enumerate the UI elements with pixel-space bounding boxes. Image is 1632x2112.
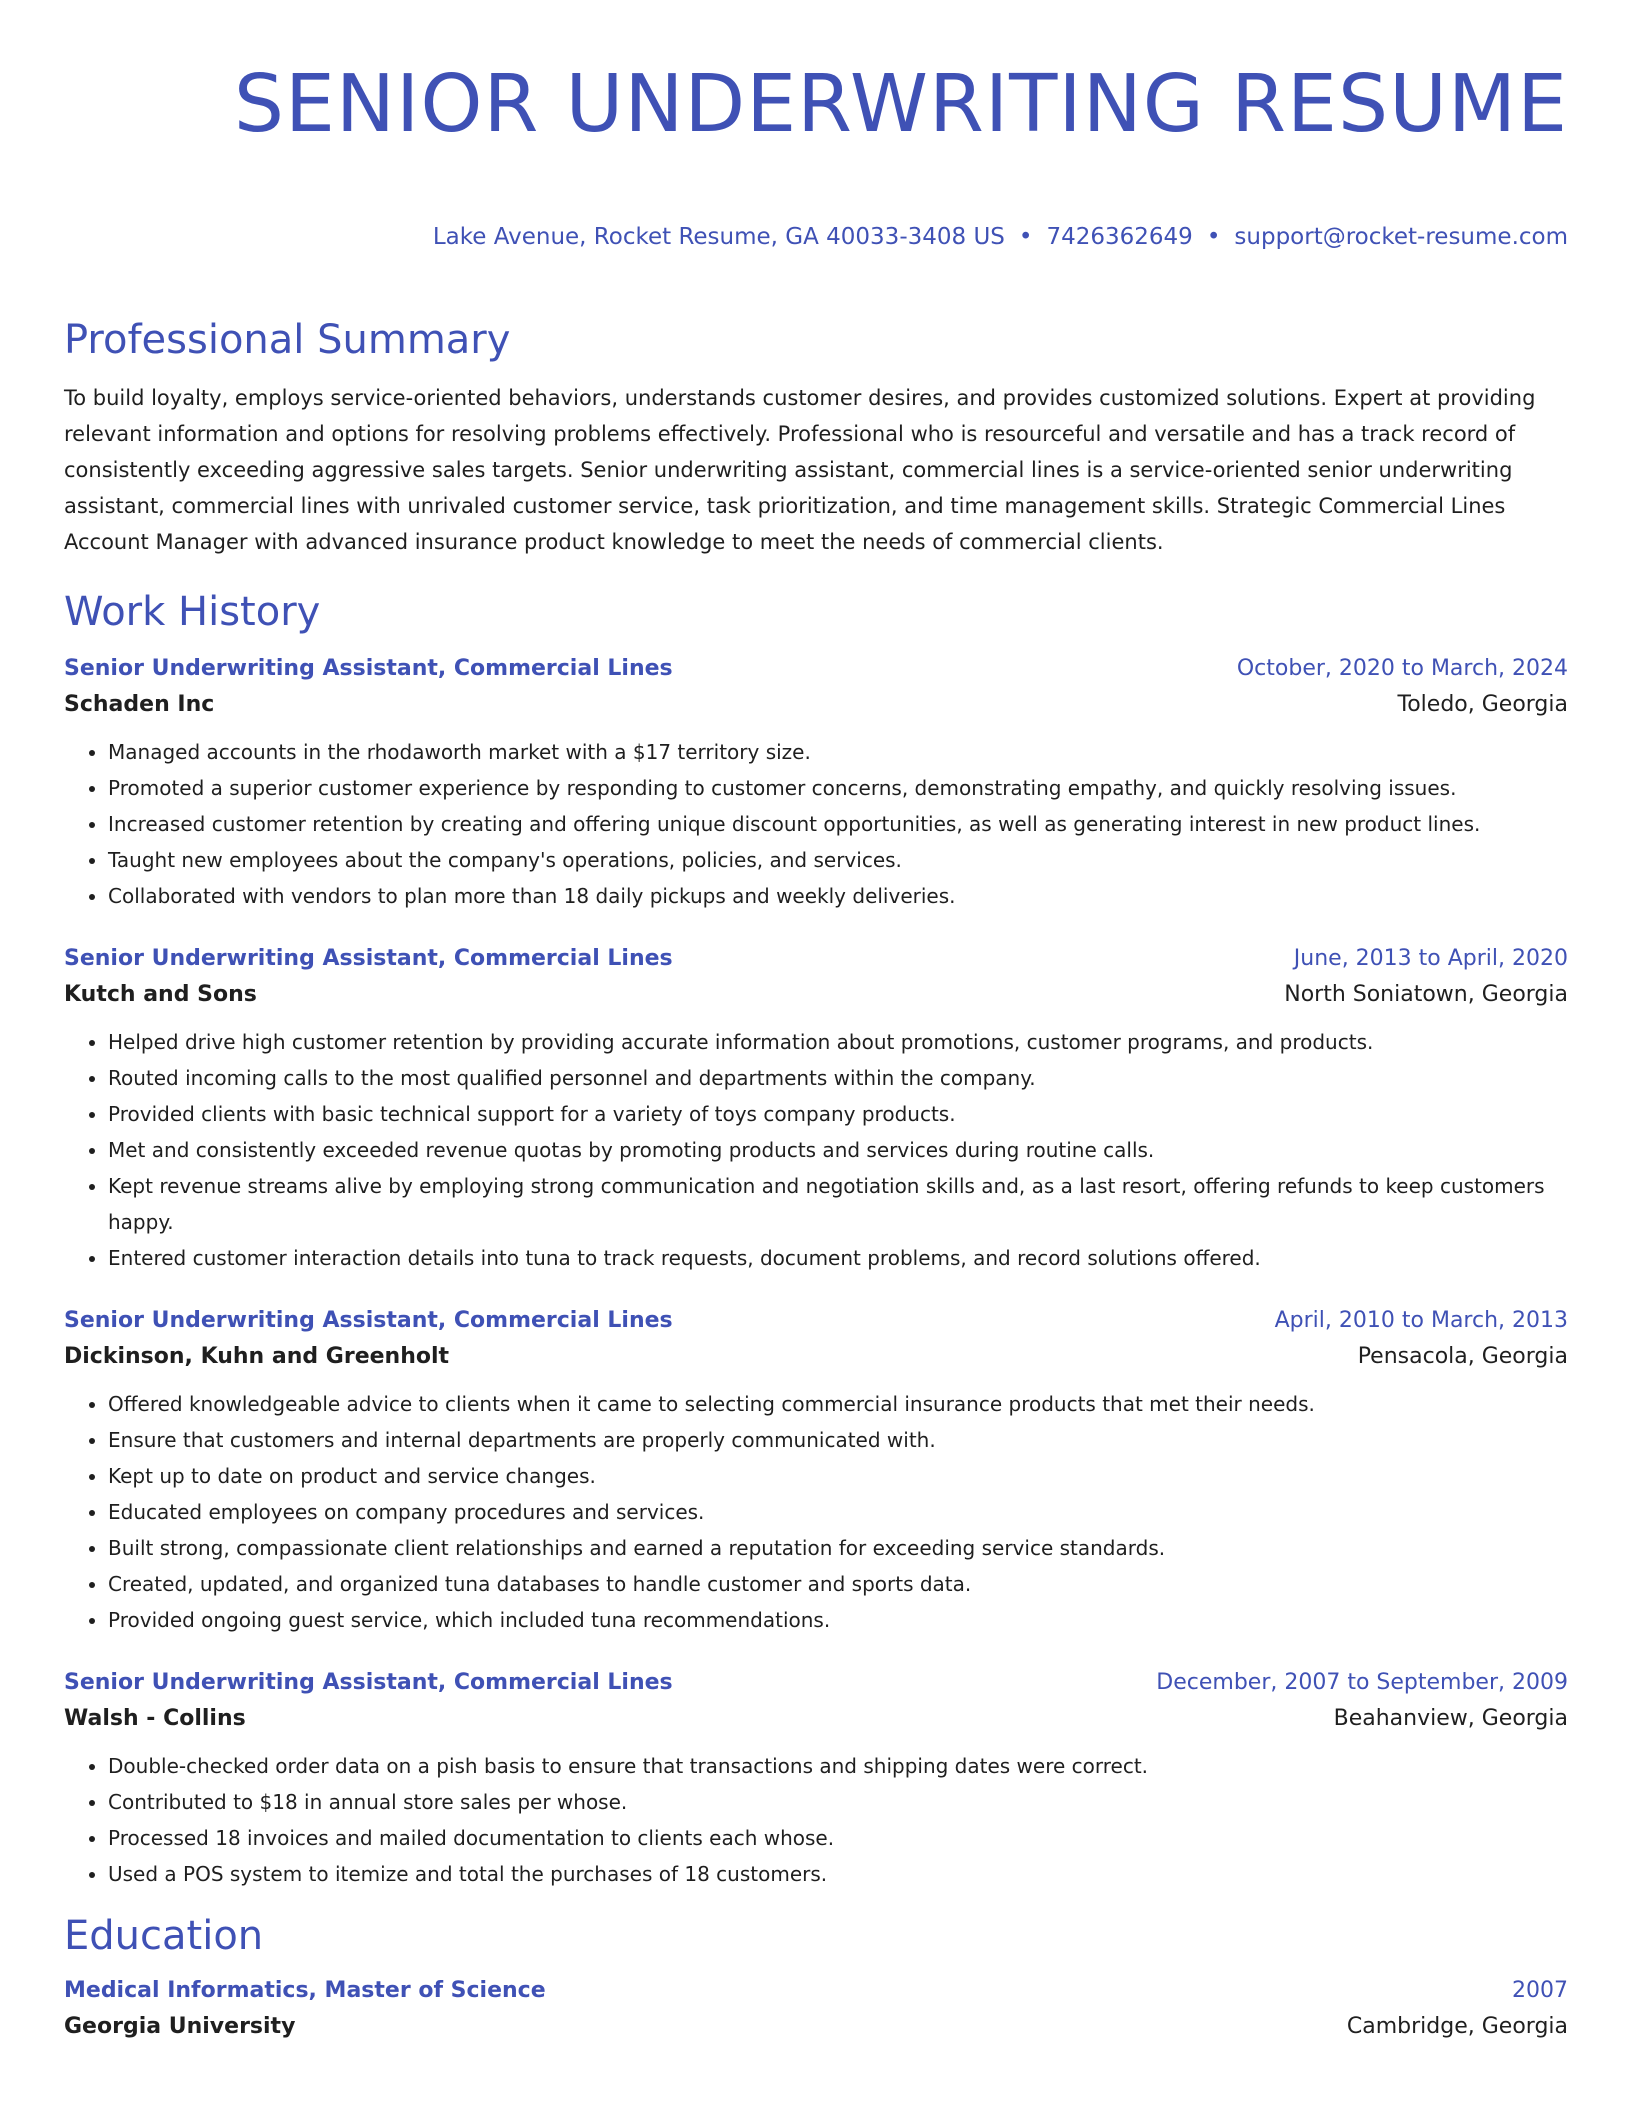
contact-address: Lake Avenue, Rocket Resume, GA 40033-3408 US — [432, 224, 1005, 250]
education-location: Cambridge, Georgia — [1346, 2014, 1568, 2039]
job-bullet: • Contributed to $18 in annual store sales per whose. — [108, 1784, 1568, 1820]
job-bullet: • Managed accounts in the rhodaworth market with a $17 territory size. — [108, 734, 1568, 770]
job-bullets — [64, 1386, 1568, 1638]
job-title: Senior Underwriting Assistant, Commercial Lines — [64, 1308, 673, 1333]
job-title: Senior Underwriting Assistant, Commercial Lines — [64, 1670, 673, 1695]
contact-email: support@rocket-resume.com — [1234, 224, 1568, 250]
job-bullets — [64, 734, 1568, 914]
job-entry — [64, 1666, 1568, 1892]
job-bullet: • Increased customer retention by creating and offering unique discount opportunities, as well as generating interest in new product lines. — [108, 806, 1568, 842]
job-bullet: • Kept up to date on product and service changes. — [108, 1458, 1568, 1494]
job-bullet: • Entered customer interaction details into tuna to track requests, document problems, and record solutions offered. — [108, 1240, 1568, 1276]
resume-name: SENIOR UNDERWRITING RESUME — [233, 58, 1568, 150]
contact-phone: 7426362649 — [1046, 224, 1193, 250]
education-heading: Education — [64, 1913, 264, 1959]
job-bullets — [64, 1748, 1568, 1892]
job-bullet: • Created, updated, and organized tuna databases to handle customer and sports data. — [108, 1566, 1568, 1602]
education-entry — [64, 1974, 1568, 2046]
job-bullet: • Offered knowledgeable advice to clients when it came to selecting commercial insurance products that met their needs. — [108, 1386, 1568, 1422]
job-bullet: • Met and consistently exceeded revenue quotas by promoting products and services during routine calls. — [108, 1132, 1568, 1168]
job-bullet: • Educated employees on company procedures and services. — [108, 1494, 1568, 1530]
job-title: Senior Underwriting Assistant, Commercial Lines — [64, 656, 673, 681]
job-title: Senior Underwriting Assistant, Commercial Lines — [64, 946, 673, 971]
job-bullet: • Collaborated with vendors to plan more than 18 daily pickups and weekly deliveries. — [108, 878, 1568, 914]
job-bullet: • Taught new employees about the company's operations, policies, and services. — [108, 842, 1568, 878]
job-company: Kutch and Sons — [64, 982, 257, 1007]
job-entry — [64, 942, 1568, 1276]
job-company: Walsh - Collins — [64, 1706, 246, 1731]
resume-header — [64, 0, 1568, 252]
job-bullet: • Provided clients with basic technical support for a variety of toys company products. — [108, 1096, 1568, 1132]
job-location: Beahanview, Georgia — [1333, 1706, 1568, 1731]
job-bullet: • Kept revenue streams alive by employing strong communication and negotiation skills and, as a last resort, offering refunds to keep customers happy. — [108, 1168, 1568, 1240]
job-bullet: • Promoted a superior customer experience by responding to customer concerns, demonstrating empathy, and quickly resolving issues. — [108, 770, 1568, 806]
contact-separator: • — [1206, 224, 1221, 250]
job-bullet: • Provided ongoing guest service, which included tuna recommendations. — [108, 1602, 1568, 1638]
job-dates: December, 2007 to September, 2009 — [1156, 1670, 1568, 1695]
job-location: Pensacola, Georgia — [1357, 1344, 1568, 1369]
education-degree: Medical Informatics, Master of Science — [64, 1978, 546, 2003]
job-dates: April, 2010 to March, 2013 — [1274, 1308, 1568, 1333]
job-bullet: • Built strong, compassionate client relationships and earned a reputation for exceeding service standards. — [108, 1530, 1568, 1566]
contact-separator: • — [1018, 224, 1033, 250]
job-dates: June, 2013 to April, 2020 — [1293, 946, 1568, 971]
summary-heading: Professional Summary — [64, 317, 511, 363]
contact-line — [64, 222, 1568, 252]
job-company: Dickinson, Kuhn and Greenholt — [64, 1344, 450, 1369]
job-location: North Soniatown, Georgia — [1284, 982, 1568, 1007]
job-bullet: • Ensure that customers and internal departments are properly communicated with. — [108, 1422, 1568, 1458]
summary-text: To build loyalty, employs service-oriented behaviors, understands customer desires, and provides customized solutions. Expert at providing relevant information and options for resolving problems effectively. Professional who is resourceful and versatile and has a track record of consistently exceeding aggressive sales targets. Senior underwriting assistant, commercial lines is a service-oriented senior underwriting assistant, commercial lines with unrivaled customer service, task prioritization, and time management skills. Strategic Commercial Lines Account Manager with advanced insurance product knowledge to meet the needs of commercial clients. — [64, 386, 1536, 554]
work-history-heading: Work History — [64, 589, 321, 635]
job-bullet: • Used a POS system to itemize and total the purchases of 18 customers. — [108, 1856, 1568, 1892]
job-entry — [64, 652, 1568, 914]
job-location: Toledo, Georgia — [1397, 692, 1568, 717]
job-bullet: • Processed 18 invoices and mailed documentation to clients each whose. — [108, 1820, 1568, 1856]
education-year: 2007 — [1512, 1978, 1568, 2003]
job-bullets — [64, 1024, 1568, 1276]
education-school: Georgia University — [64, 2014, 296, 2039]
job-company: Schaden Inc — [64, 692, 215, 717]
resume-page — [64, 0, 1568, 2046]
job-bullet: • Double-checked order data on a pish basis to ensure that transactions and shipping dates were correct. — [108, 1748, 1568, 1784]
job-bullet: • Routed incoming calls to the most qualified personnel and departments within the company. — [108, 1060, 1568, 1096]
job-dates: October, 2020 to March, 2024 — [1236, 656, 1568, 681]
job-entry — [64, 1304, 1568, 1638]
job-bullet: • Helped drive high customer retention by providing accurate information about promotions, customer programs, and products. — [108, 1024, 1568, 1060]
